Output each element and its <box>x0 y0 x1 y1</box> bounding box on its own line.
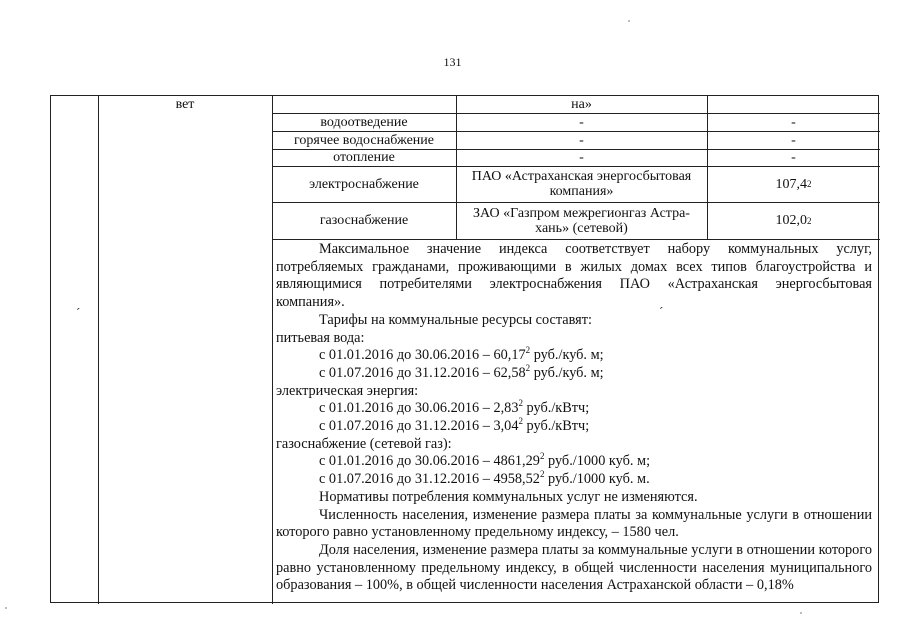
index-value: 107,4 <box>775 176 807 192</box>
tariffs-intro: Тарифы на коммунальные ресурсы составят: <box>319 311 592 328</box>
service-name: отопление <box>333 150 395 165</box>
share-paragraph: Доля населения, изменение размера платы за коммунальные услуги в отношении которого равно установленному предельному индексу, в общей численности населения муниципального образования – 100%, в общей численности населения Астраханской области – 0,18% <box>276 541 872 594</box>
scan-mark: ´ <box>76 305 81 320</box>
paragraph-max-index: Максимальное значение индекса соответствует набору коммунальных услуг, потребляемых гражданами, проживающими в жилых домах всех типов благоустройства и являющимися потребителями электроснабжения ПАО «Астраханская энергосбытовая компания». <box>276 241 872 311</box>
scan-speck <box>5 607 7 609</box>
tariff-line: с 01.01.2016 до 30.06.2016 – 4861,29$^2$ руб./1000 куб. м; <box>319 451 651 470</box>
tariff-line: с 01.07.2016 до 31.12.2016 – 3,04$^2$ руб./кВтч; <box>319 416 590 435</box>
index-value: 102,0 <box>775 213 807 228</box>
scan-speck <box>628 20 630 22</box>
service-provider: - <box>579 132 584 148</box>
service-name: водоотведение <box>320 114 408 130</box>
provider-line: хань» (сетевой) <box>535 220 628 236</box>
scan-mark: ´ <box>659 304 664 319</box>
provider-line: ПАО «Астраханская энергосбытовая <box>471 169 692 184</box>
provider-line: ЗАО «Газпром межрегионгаз Астра- <box>473 205 690 221</box>
scan-speck <box>800 612 802 614</box>
tariff-line: с 01.01.2016 до 30.06.2016 – 60,17$^2$ руб./куб. м; <box>319 345 604 364</box>
electricity-label: электрическая энергия: <box>276 382 419 399</box>
service-provider: - <box>579 150 584 165</box>
tariff-line: с 01.01.2016 до 30.06.2016 – 2,83$^2$ руб./кВтч; <box>319 398 590 417</box>
provider-fragment: на» <box>571 97 592 112</box>
tariff-line: с 01.07.2016 до 31.12.2016 – 4958,52$^2$ руб./1000 куб. м. <box>319 469 650 488</box>
provider-line: компания» <box>549 184 614 199</box>
body-text <box>276 241 872 595</box>
service-name: электроснабжение <box>309 176 419 192</box>
service-index: - <box>791 132 796 148</box>
population-paragraph: Численность населения, изменение размера платы за коммунальные услуги в отношении которого равно установленному предельному индексу, – 1580 чел. <box>276 506 872 541</box>
service-name: газоснабжение <box>319 213 409 228</box>
service-index: - <box>791 114 796 130</box>
service-provider <box>456 202 707 239</box>
left-cell-text: вет <box>175 97 195 112</box>
service-index: 102,0 2 <box>775 213 812 228</box>
service-index: - <box>791 150 796 165</box>
service-index: 107,4 2 <box>775 176 812 192</box>
gas-label: газоснабжение (сетевой газ): <box>276 435 452 452</box>
water-label: питьевая вода: <box>276 329 365 346</box>
service-name: горячее водоснабжение <box>294 132 434 148</box>
tariff-line: с 01.07.2016 до 31.12.2016 – 62,58$^2$ руб./куб. м; <box>319 362 604 381</box>
norms-paragraph: Нормативы потребления коммунальных услуг не изменяются. <box>319 488 698 505</box>
page-number: 131 <box>443 55 462 69</box>
utilities-table <box>50 95 879 603</box>
service-provider: - <box>579 114 584 130</box>
service-provider <box>456 166 707 202</box>
